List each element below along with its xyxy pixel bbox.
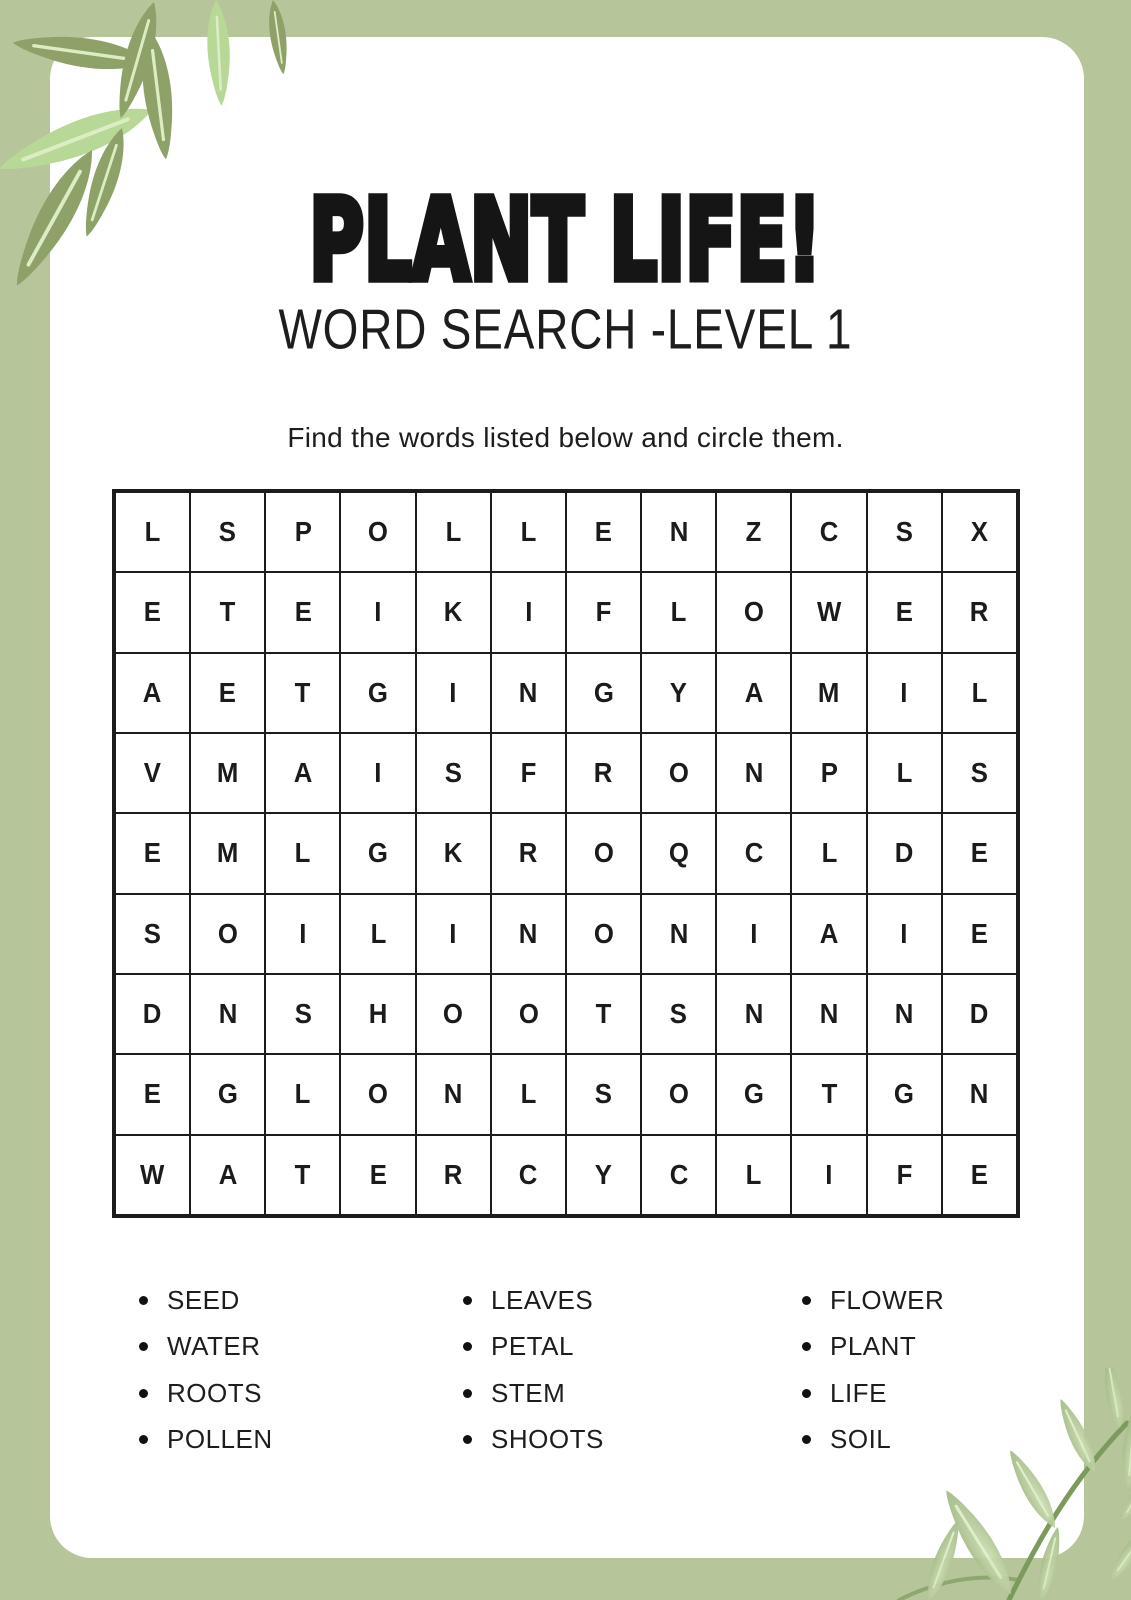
grid-cell bbox=[566, 894, 641, 974]
grid-cell bbox=[115, 974, 190, 1054]
grid-cell bbox=[190, 1135, 265, 1215]
grid-letter: A bbox=[143, 676, 162, 708]
grid-cell bbox=[265, 974, 340, 1054]
grid-cell bbox=[942, 974, 1017, 1054]
grid-letter: L bbox=[896, 757, 913, 789]
grid-cell bbox=[716, 733, 791, 813]
grid-letter: E bbox=[219, 676, 237, 708]
grid-letter: O bbox=[668, 1078, 689, 1110]
grid-cell bbox=[190, 974, 265, 1054]
bullet-icon bbox=[463, 1435, 472, 1444]
bullet-icon bbox=[139, 1296, 148, 1305]
grid-cell bbox=[867, 1054, 942, 1134]
grid-cell bbox=[190, 733, 265, 813]
bullet-icon bbox=[463, 1296, 472, 1305]
grid-letter: E bbox=[895, 596, 913, 628]
grid-letter: N bbox=[819, 998, 839, 1030]
grid-letter: N bbox=[970, 1078, 989, 1110]
grid-cell bbox=[340, 974, 415, 1054]
grid-letter: C bbox=[819, 516, 839, 548]
word-label: WATER bbox=[167, 1331, 261, 1362]
bullet-icon bbox=[802, 1296, 811, 1305]
grid-cell bbox=[190, 1054, 265, 1134]
grid-cell bbox=[491, 492, 566, 572]
grid-cell bbox=[641, 653, 716, 733]
word-list-item bbox=[139, 1324, 273, 1371]
grid-letter: N bbox=[669, 917, 689, 949]
grid-cell bbox=[791, 894, 866, 974]
grid-letter: V bbox=[143, 757, 162, 789]
grid-letter: L bbox=[445, 516, 462, 548]
word-label: FLOWER bbox=[830, 1284, 945, 1315]
word-list-column-2 bbox=[463, 1277, 604, 1463]
grid-cell bbox=[867, 653, 942, 733]
bullet-icon bbox=[802, 1342, 811, 1351]
grid-letter: C bbox=[744, 837, 764, 869]
grid-letter: E bbox=[970, 917, 989, 949]
grid-letter: L bbox=[821, 837, 837, 869]
grid-cell bbox=[340, 653, 415, 733]
grid-cell bbox=[491, 572, 566, 652]
grid-cell bbox=[416, 492, 491, 572]
word-label: ROOTS bbox=[167, 1377, 262, 1408]
grid-letter: I bbox=[825, 1158, 833, 1190]
grid-cell bbox=[265, 733, 340, 813]
bullet-icon bbox=[802, 1435, 811, 1444]
grid-cell bbox=[115, 572, 190, 652]
word-label: SHOOTS bbox=[491, 1424, 604, 1455]
grid-letter: L bbox=[144, 516, 161, 548]
grid-cell bbox=[942, 653, 1017, 733]
grid-cell bbox=[716, 894, 791, 974]
grid-cell bbox=[942, 572, 1017, 652]
grid-letter: N bbox=[744, 757, 764, 789]
grid-letter: O bbox=[368, 516, 389, 548]
grid-letter: O bbox=[443, 998, 464, 1030]
grid-cell bbox=[190, 813, 265, 893]
grid-cell bbox=[867, 894, 942, 974]
instruction-text: Find the words listed below and circle them. bbox=[287, 422, 844, 453]
grid-letter: M bbox=[217, 837, 239, 869]
grid-letter: N bbox=[519, 917, 538, 949]
grid-cell bbox=[867, 1135, 942, 1215]
grid-cell bbox=[115, 733, 190, 813]
grid-cell bbox=[340, 492, 415, 572]
grid-cell bbox=[566, 653, 641, 733]
word-list-item bbox=[463, 1370, 604, 1417]
word-list-item bbox=[463, 1277, 604, 1324]
grid-cell bbox=[416, 813, 491, 893]
grid-letter: I bbox=[900, 917, 908, 949]
grid-cell bbox=[641, 813, 716, 893]
grid-letter: D bbox=[894, 837, 914, 869]
grid-letter: E bbox=[970, 1158, 989, 1190]
grid-letter: N bbox=[443, 1078, 463, 1110]
olive-branch-leaves-icon bbox=[0, 0, 340, 340]
grid-letter: T bbox=[295, 676, 311, 708]
grid-letter: G bbox=[368, 676, 389, 708]
grid-cell bbox=[942, 733, 1017, 813]
grid-cell bbox=[566, 492, 641, 572]
grid-letter: I bbox=[299, 917, 307, 949]
grid-letter: G bbox=[593, 676, 614, 708]
grid-letter: T bbox=[295, 1158, 311, 1190]
word-list-item bbox=[802, 1324, 944, 1371]
word-label: SOIL bbox=[830, 1424, 892, 1455]
grid-cell bbox=[491, 974, 566, 1054]
grid-cell bbox=[115, 894, 190, 974]
grid-letter: L bbox=[520, 516, 537, 548]
grid-cell bbox=[491, 1054, 566, 1134]
grid-letter: P bbox=[820, 757, 838, 789]
grid-letter: M bbox=[818, 676, 840, 708]
bullet-icon bbox=[139, 1342, 148, 1351]
grid-letter: Y bbox=[670, 676, 688, 708]
grid-cell bbox=[942, 813, 1017, 893]
grid-cell bbox=[416, 733, 491, 813]
grid-cell bbox=[641, 572, 716, 652]
grid-letter: F bbox=[520, 757, 537, 789]
grid-cell bbox=[566, 813, 641, 893]
grid-cell bbox=[416, 1135, 491, 1215]
grid-cell bbox=[716, 572, 791, 652]
word-label: LEAVES bbox=[491, 1284, 594, 1315]
grid-letter: L bbox=[370, 917, 386, 949]
word-list-item bbox=[463, 1324, 604, 1371]
grid-cell bbox=[190, 492, 265, 572]
grid-letter: E bbox=[294, 596, 312, 628]
grid-cell bbox=[491, 813, 566, 893]
grid-letter: S bbox=[294, 998, 312, 1030]
grid-cell bbox=[265, 653, 340, 733]
grid-letter: F bbox=[595, 596, 612, 628]
grid-cell bbox=[190, 653, 265, 733]
grid-letter: I bbox=[374, 757, 382, 789]
grid-letter: C bbox=[669, 1158, 689, 1190]
grid-letter: R bbox=[594, 757, 613, 789]
grid-letter: E bbox=[594, 516, 613, 548]
grid-letter: E bbox=[143, 837, 162, 869]
grid-cell bbox=[491, 894, 566, 974]
word-label: SEED bbox=[167, 1284, 240, 1315]
grid-cell bbox=[340, 733, 415, 813]
grid-cell bbox=[942, 492, 1017, 572]
grid-letter: N bbox=[894, 998, 914, 1030]
grid-cell bbox=[566, 572, 641, 652]
grid-letter: Q bbox=[668, 837, 689, 869]
grid-cell bbox=[416, 894, 491, 974]
grid-letter: H bbox=[368, 998, 388, 1030]
bullet-icon bbox=[463, 1342, 472, 1351]
grid-letter: I bbox=[449, 676, 457, 708]
grid-cell bbox=[340, 813, 415, 893]
grid-letter: R bbox=[519, 837, 538, 869]
word-list-item bbox=[463, 1417, 604, 1464]
grid-cell bbox=[416, 572, 491, 652]
grid-cell bbox=[340, 572, 415, 652]
grid-letter: N bbox=[669, 516, 689, 548]
grid-cell bbox=[566, 733, 641, 813]
grid-letter: I bbox=[374, 596, 382, 628]
grid-letter: L bbox=[746, 1158, 762, 1190]
grid-cell bbox=[115, 1054, 190, 1134]
grid-letter: C bbox=[519, 1158, 538, 1190]
grid-letter: O bbox=[593, 837, 614, 869]
grid-cell bbox=[340, 1135, 415, 1215]
bullet-icon bbox=[139, 1435, 148, 1444]
watercolor-leaves-icon bbox=[869, 1368, 1131, 1600]
bullet-icon bbox=[802, 1389, 811, 1398]
grid-letter: O bbox=[743, 596, 764, 628]
grid-cell bbox=[641, 733, 716, 813]
word-list-item bbox=[139, 1277, 273, 1324]
grid-letter: K bbox=[443, 837, 463, 869]
grid-cell bbox=[641, 1135, 716, 1215]
grid-letter: O bbox=[368, 1078, 389, 1110]
grid-cell bbox=[641, 974, 716, 1054]
grid-cell bbox=[115, 492, 190, 572]
grid-letter: N bbox=[744, 998, 764, 1030]
word-list-item bbox=[139, 1417, 273, 1464]
grid-cell bbox=[716, 1054, 791, 1134]
grid-letter: G bbox=[368, 837, 389, 869]
grid-cell bbox=[791, 572, 866, 652]
page-title: PLANT LIFE! bbox=[309, 173, 822, 306]
grid-letter: R bbox=[443, 1158, 463, 1190]
grid-letter: S bbox=[594, 1078, 613, 1110]
grid-letter: O bbox=[518, 998, 539, 1030]
word-list-column-1 bbox=[139, 1277, 273, 1463]
grid-letter: O bbox=[668, 757, 689, 789]
grid-cell bbox=[416, 1054, 491, 1134]
grid-cell bbox=[265, 1135, 340, 1215]
grid-letter: A bbox=[293, 757, 313, 789]
grid-letter: E bbox=[970, 837, 989, 869]
grid-cell bbox=[867, 813, 942, 893]
grid-cell bbox=[716, 813, 791, 893]
grid-cell bbox=[942, 894, 1017, 974]
grid-letter: S bbox=[444, 757, 462, 789]
word-list-item bbox=[802, 1277, 944, 1324]
grid-letter: M bbox=[217, 757, 239, 789]
grid-cell bbox=[716, 1135, 791, 1215]
grid-letter: I bbox=[524, 596, 532, 628]
grid-letter: W bbox=[816, 596, 842, 628]
grid-cell bbox=[641, 1054, 716, 1134]
grid-cell bbox=[641, 894, 716, 974]
word-label: PETAL bbox=[491, 1331, 574, 1362]
grid-cell bbox=[641, 492, 716, 572]
grid-cell bbox=[791, 1135, 866, 1215]
bullet-icon bbox=[463, 1389, 472, 1398]
grid-cell bbox=[791, 1054, 866, 1134]
grid-cell bbox=[265, 572, 340, 652]
word-label: LIFE bbox=[830, 1377, 887, 1408]
grid-letter: S bbox=[670, 998, 688, 1030]
grid-cell bbox=[791, 974, 866, 1054]
grid-cell bbox=[566, 1054, 641, 1134]
grid-cell bbox=[867, 733, 942, 813]
grid-cell bbox=[190, 572, 265, 652]
grid-cell bbox=[791, 492, 866, 572]
grid-cell bbox=[115, 653, 190, 733]
grid-cell bbox=[867, 572, 942, 652]
grid-letter: L bbox=[971, 676, 988, 708]
grid-cell bbox=[190, 894, 265, 974]
grid-letter: T bbox=[595, 998, 612, 1030]
grid-letter: R bbox=[970, 596, 989, 628]
grid-cell bbox=[867, 492, 942, 572]
grid-cell bbox=[340, 894, 415, 974]
grid-letter: O bbox=[593, 917, 614, 949]
grid-letter: G bbox=[217, 1078, 238, 1110]
grid-cell bbox=[416, 653, 491, 733]
grid-letter: L bbox=[295, 1078, 311, 1110]
grid-letter: G bbox=[743, 1078, 764, 1110]
grid-cell bbox=[716, 492, 791, 572]
grid-letter: X bbox=[970, 516, 989, 548]
grid-letter: I bbox=[750, 917, 758, 949]
grid-letter: O bbox=[217, 917, 238, 949]
grid-letter: S bbox=[970, 757, 989, 789]
grid-letter: D bbox=[970, 998, 989, 1030]
grid-cell bbox=[867, 974, 942, 1054]
grid-letter: E bbox=[369, 1158, 387, 1190]
grid-letter: I bbox=[449, 917, 457, 949]
grid-cell bbox=[491, 1135, 566, 1215]
grid-cell bbox=[340, 1054, 415, 1134]
word-label: STEM bbox=[491, 1377, 566, 1408]
grid-letter: L bbox=[520, 1078, 537, 1110]
grid-letter: Z bbox=[746, 516, 762, 548]
grid-cell bbox=[716, 974, 791, 1054]
grid-letter: F bbox=[896, 1158, 913, 1190]
grid-cell bbox=[265, 813, 340, 893]
grid-cell bbox=[115, 1135, 190, 1215]
grid-letter: S bbox=[219, 516, 237, 548]
grid-cell bbox=[791, 653, 866, 733]
grid-letter: S bbox=[143, 917, 162, 949]
grid-letter: E bbox=[143, 596, 162, 628]
grid-cell bbox=[716, 653, 791, 733]
grid-letter: A bbox=[218, 1158, 238, 1190]
grid-cell bbox=[566, 974, 641, 1054]
grid-letter: Y bbox=[594, 1158, 613, 1190]
word-label: PLANT bbox=[830, 1331, 917, 1362]
grid-letter: D bbox=[143, 998, 162, 1030]
grid-letter: G bbox=[894, 1078, 915, 1110]
grid-cell bbox=[416, 974, 491, 1054]
grid-cell bbox=[942, 1135, 1017, 1215]
grid-cell bbox=[265, 894, 340, 974]
grid-letter: E bbox=[143, 1078, 162, 1110]
word-label: POLLEN bbox=[167, 1424, 273, 1455]
grid-cell bbox=[791, 733, 866, 813]
grid-cell bbox=[265, 1054, 340, 1134]
grid-letter: S bbox=[895, 516, 913, 548]
grid-letter: P bbox=[294, 516, 312, 548]
word-list-item bbox=[139, 1370, 273, 1417]
grid-cell bbox=[791, 813, 866, 893]
grid-cell bbox=[942, 1054, 1017, 1134]
page-subtitle: WORD SEARCH -LEVEL 1 bbox=[278, 298, 853, 362]
grid-letter: L bbox=[670, 596, 687, 628]
grid-letter: K bbox=[443, 596, 463, 628]
bullet-icon bbox=[139, 1389, 148, 1398]
word-search-grid bbox=[112, 489, 1020, 1218]
grid-cell bbox=[491, 653, 566, 733]
grid-cell bbox=[491, 733, 566, 813]
grid-letter: N bbox=[519, 676, 538, 708]
grid-letter: L bbox=[295, 837, 311, 869]
grid-letter: I bbox=[900, 676, 908, 708]
grid-cell bbox=[265, 492, 340, 572]
grid-cell bbox=[115, 813, 190, 893]
grid-letter: T bbox=[821, 1078, 837, 1110]
grid-letter: W bbox=[140, 1158, 165, 1190]
grid-letter: T bbox=[219, 596, 236, 628]
grid-letter: A bbox=[819, 917, 839, 949]
grid-letter: N bbox=[218, 998, 238, 1030]
grid-letter: A bbox=[744, 676, 764, 708]
grid-cell bbox=[566, 1135, 641, 1215]
